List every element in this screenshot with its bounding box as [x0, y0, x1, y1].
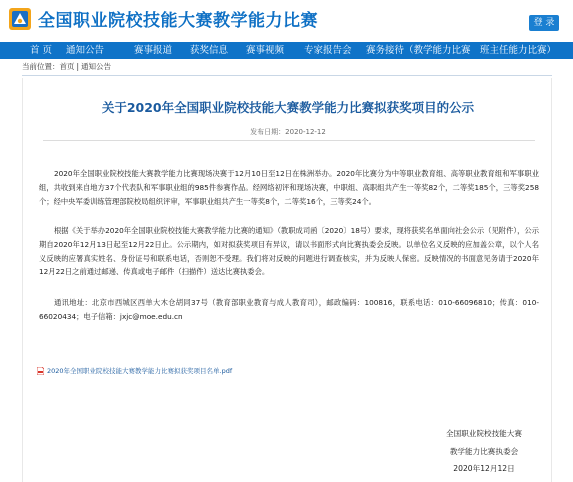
article-title: 关于2020年全国职业院校技能大赛教学能力比赛拟获奖项目的公示 — [101, 100, 475, 115]
breadcrumb-home-link[interactable]: 首页 — [59, 62, 75, 71]
breadcrumb-prefix: 当前位置： — [22, 62, 60, 71]
site-title: 全国职业院校技能大赛教学能力比赛 — [38, 11, 318, 31]
nav-item-notices[interactable]: 通知公告 — [66, 45, 105, 56]
article-paragraph: 2020年全国职业院校技能大赛教学能力比赛现场决赛于12月10日至12日在株洲举办。2020年比赛分为中等职业教育组、高等职业教育组和军事职业组，共收到来自地方37个代表队和军事职业组的985件参赛作品。经网络初评和现场决赛，中职组、高职组共产生一等奖82个，二等奖185个，三等奖258个；经中央军委训练管理部院校局组织评审，军事职业组共产生一等奖8个，二等奖16个，三等奖24个。 — [39, 169, 539, 206]
title-divider — [43, 140, 535, 141]
nav-item-videos[interactable]: 赛事视频 — [246, 45, 285, 56]
nav-item-awards[interactable]: 获奖信息 — [190, 45, 229, 56]
publish-date: 发布日期：2020-12-12 — [250, 128, 326, 136]
main-nav — [0, 42, 573, 59]
attachment-link[interactable] — [37, 366, 232, 375]
signature-committee: 教学能力比赛执委会 — [449, 447, 519, 456]
breadcrumb-separator: | — [76, 62, 80, 71]
article-panel — [22, 78, 552, 482]
breadcrumb — [22, 59, 552, 76]
login-button[interactable]: 登 录 — [529, 15, 559, 31]
logo-emblem-icon — [8, 7, 32, 31]
site-header — [0, 0, 573, 42]
site-logo[interactable] — [8, 6, 318, 31]
pdf-file-icon — [37, 367, 44, 375]
signature-org: 全国职业院校技能大赛 — [446, 429, 522, 438]
nav-item-reports[interactable]: 赛事报道 — [134, 45, 173, 56]
nav-item-expert-talks[interactable]: 专家报告会 — [304, 45, 352, 56]
article-paragraph: 根据《关于举办2020年全国职业院校技能大赛教学能力比赛的通知》（教职成司函〔2020〕18号）要求，现将获奖名单面向社会公示（见附件），公示期自2020年12月13日起至12月22日止。公示期内，如对拟获奖项目有异议，请以书面形式向比赛执委会反映。以单位名义反映的应加盖公章，以个人名义反映的应署真实姓名、身份证号和联系电话，否则恕不受理。我们将对反映的问题进行调查核实，并为反映人保密。反映情况的书面意见务请于2020年12月22日之前通过邮递、传真或电子邮件（扫描件）送达比赛执委会。 — [39, 226, 539, 277]
article-paragraph: 通讯地址：北京市西城区西单大木仓胡同37号（教育部职业教育与成人教育司），邮政编码：100816，联系电话：010-66096810；传真：010-66020434；电子信箱：jxjc@moe.edu.cn — [39, 298, 539, 321]
breadcrumb-current[interactable]: 通知公告 — [81, 62, 112, 71]
signature-date: 2020年12月12日 — [453, 464, 515, 473]
nav-item-reception[interactable]: 赛务接待（教学能力比赛 班主任能力比赛） — [366, 45, 557, 56]
nav-item-home[interactable]: 首 页 — [30, 45, 53, 56]
attachment-name: 2020年全国职业院校技能大赛教学能力比赛拟获奖项目名单.pdf — [47, 367, 233, 375]
